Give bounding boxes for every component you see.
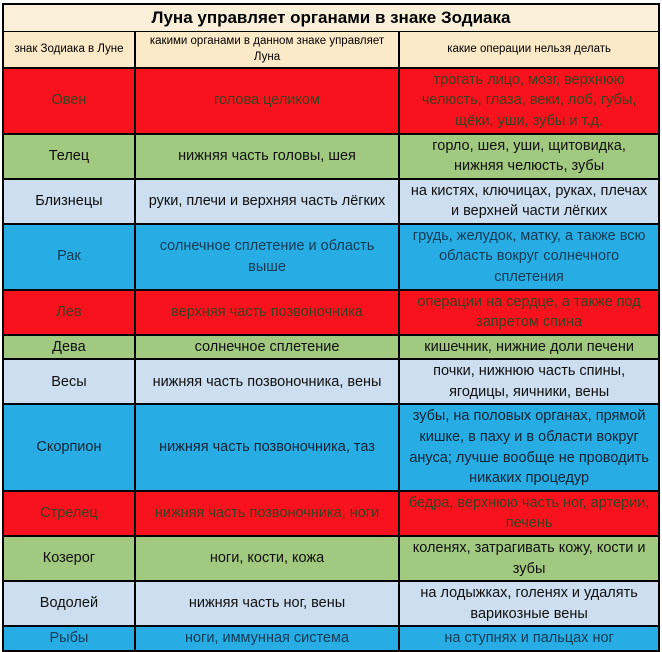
sign-cell: Рак bbox=[3, 224, 135, 290]
sign-cell: Стрелец bbox=[3, 491, 135, 536]
sign-cell: Лев bbox=[3, 290, 135, 335]
table-row bbox=[3, 224, 659, 290]
organs-cell: нижняя часть позвоночника, таз bbox=[135, 404, 399, 490]
zodiac-table bbox=[2, 3, 660, 652]
sign-cell: Близнецы bbox=[3, 179, 135, 224]
organs-cell: голова целиком bbox=[135, 68, 399, 134]
operations-cell: зубы, на половых органах, прямой кишке, в паху и в области вокруг ануса; лучше вообще не проводить никаких процедур bbox=[399, 404, 659, 490]
sign-cell: Весы bbox=[3, 359, 135, 404]
table-row bbox=[3, 335, 659, 360]
title-row bbox=[3, 4, 659, 32]
organs-cell: нижняя часть головы, шея bbox=[135, 134, 399, 179]
table-row bbox=[3, 626, 659, 651]
operations-cell: на лодыжках, голенях и удалять варикозные вены bbox=[399, 581, 659, 626]
column-header-sign: знак Зодиака в Луне bbox=[3, 32, 135, 68]
operations-cell: трогать лицо, мозг, верхнюю челюсть, глаза, веки, лоб, губы, щёки, уши, зубы и т.д. bbox=[399, 68, 659, 134]
operations-cell: операции на сердце, а также под запретом спина bbox=[399, 290, 659, 335]
table-title: Луна управляет органами в знаке Зодиака bbox=[3, 4, 659, 32]
sign-cell: Скорпион bbox=[3, 404, 135, 490]
organs-cell: солнечное сплетение и область выше bbox=[135, 224, 399, 290]
header-row bbox=[3, 32, 659, 68]
sign-cell: Рыбы bbox=[3, 626, 135, 651]
table-row bbox=[3, 404, 659, 490]
operations-cell: кишечник, нижние доли печени bbox=[399, 335, 659, 360]
table-body bbox=[3, 68, 659, 651]
organs-cell: солнечное сплетение bbox=[135, 335, 399, 360]
table-row bbox=[3, 359, 659, 404]
sign-cell: Овен bbox=[3, 68, 135, 134]
operations-cell: на ступнях и пальцах ног bbox=[399, 626, 659, 651]
organs-cell: руки, плечи и верхняя часть лёгких bbox=[135, 179, 399, 224]
operations-cell: горло, шея, уши, щитовидка, нижняя челюсть, зубы bbox=[399, 134, 659, 179]
sign-cell: Телец bbox=[3, 134, 135, 179]
table-row bbox=[3, 179, 659, 224]
organs-cell: верхняя часть позвоночника bbox=[135, 290, 399, 335]
table-row bbox=[3, 68, 659, 134]
organs-cell: нижняя часть ног, вены bbox=[135, 581, 399, 626]
operations-cell: бедра, верхнюю часть ног, артерии, печень bbox=[399, 491, 659, 536]
operations-cell: коленях, затрагивать кожу, кости и зубы bbox=[399, 536, 659, 581]
column-header-operations: какие операции нельзя делать bbox=[399, 32, 659, 68]
table-row bbox=[3, 290, 659, 335]
sign-cell: Водолей bbox=[3, 581, 135, 626]
column-header-organs: какими органами в данном знаке управляет Луна bbox=[135, 32, 399, 68]
operations-cell: почки, нижнюю часть спины, ягодицы, яичники, вены bbox=[399, 359, 659, 404]
operations-cell: на кистях, ключицах, руках, плечах и верхней части лёгких bbox=[399, 179, 659, 224]
organs-cell: нижняя часть позвоночника, вены bbox=[135, 359, 399, 404]
table-row bbox=[3, 491, 659, 536]
organs-cell: ноги, иммунная система bbox=[135, 626, 399, 651]
sign-cell: Козерог bbox=[3, 536, 135, 581]
table-row bbox=[3, 134, 659, 179]
table-head bbox=[3, 4, 659, 68]
table-row bbox=[3, 536, 659, 581]
operations-cell: грудь, желудок, матку, а также всю область вокруг солнечного сплетения bbox=[399, 224, 659, 290]
sign-cell: Дева bbox=[3, 335, 135, 360]
table-row bbox=[3, 581, 659, 626]
organs-cell: ноги, кости, кожа bbox=[135, 536, 399, 581]
organs-cell: нижняя часть позвоночника, ноги bbox=[135, 491, 399, 536]
